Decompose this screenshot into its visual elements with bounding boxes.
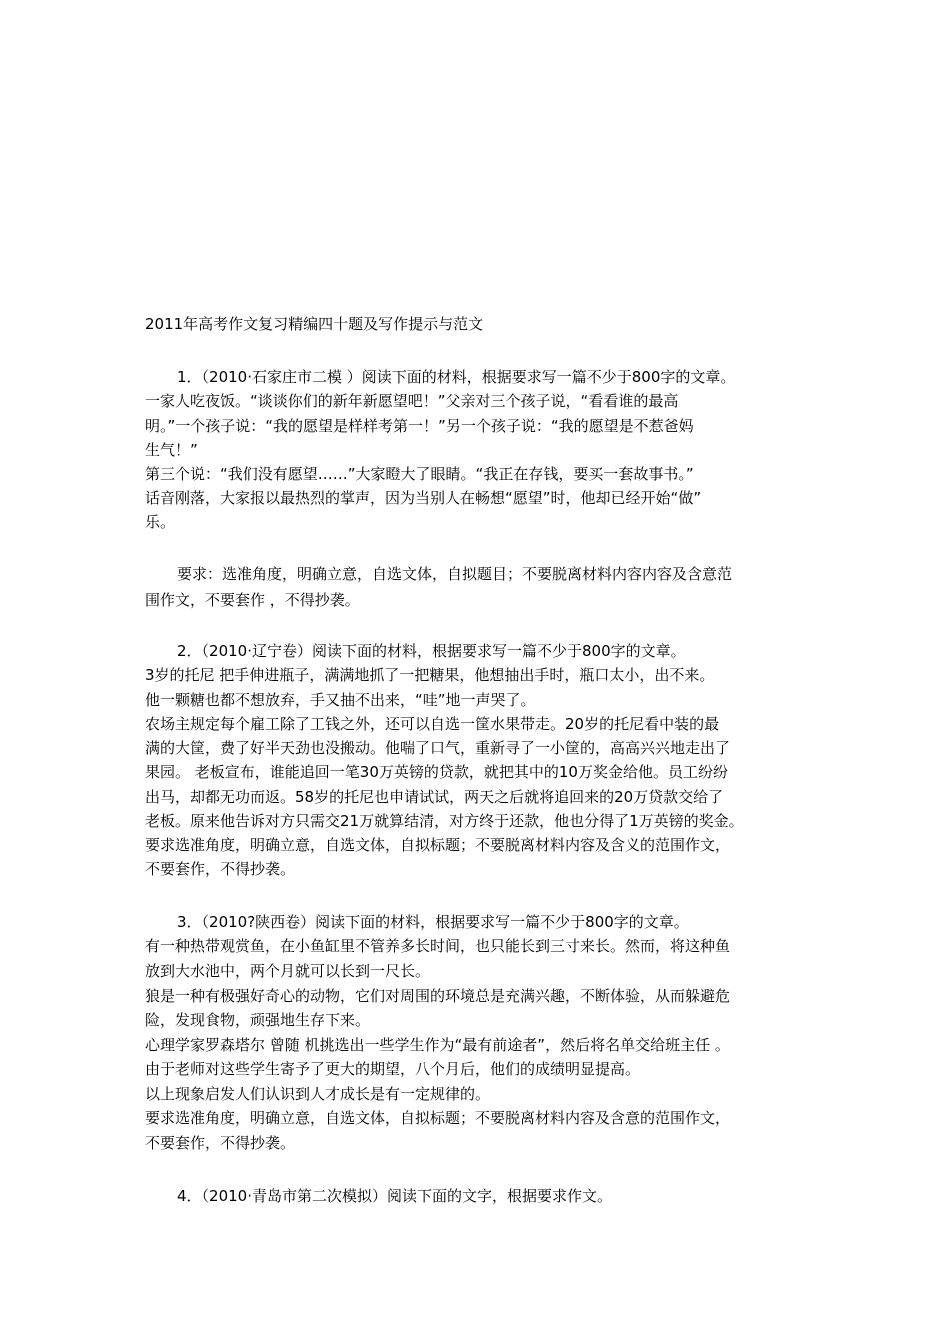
- q1-line: 乐。: [145, 513, 176, 531]
- q2-line: 3岁的托尼 把手伸进瓶子，满满地抓了一把糖果，他想抽出手时，瓶口太小，出不来。: [145, 666, 715, 684]
- q3-line: 心理学家罗森塔尔 曾随 机挑选出一些学生作为“最有前途者”，然后将名单交给班主任 。: [145, 1036, 730, 1054]
- q1-requirement: 要求：选准角度，明确立意，自选文体，自拟题目；不要脱离材料内容内容及含意范: [177, 565, 733, 583]
- q2-heading: 2．（2010·辽宁卷）阅读下面的材料，根据要求写一篇不少于800字的文章。: [177, 642, 686, 660]
- q4-heading: 4．（2010·青岛市第二次模拟）阅读下面的文字，根据要求作文。: [177, 1187, 612, 1205]
- q2-line: 满的大筐，费了好半天劲也没搬动。他喘了口气，重新寻了一小筐的，高高兴兴地走出了: [145, 739, 731, 757]
- q1-requirement-cont: 围作文，不要套作 ，不得抄袭。: [145, 591, 360, 609]
- q2-line: 不要套作，不得抄袭。: [145, 860, 296, 878]
- q1-line: 第三个说：“我们没有愿望……”大家瞪大了眼睛。“我正在存钱，要买一套故事书。”: [145, 465, 694, 483]
- q2-line: 他一颗糖也都不想放弃，手又抽不出来，“哇”地一声哭了。: [145, 691, 536, 709]
- q2-line: 老板。原来他告诉对方只需交21万就算结清，对方终于还款，他也分得了1万英镑的奖金。: [145, 812, 744, 830]
- q3-line: 以上现象启发人们认识到人才成长是有一定规律的。: [145, 1085, 491, 1103]
- q1-heading: 1．（2010·石家庄市二模 ）阅读下面的材料，根据要求写一篇不少于800字的文章。: [177, 368, 736, 386]
- q3-line: 由于老师对这些学生寄予了更大的期望，八个月后，他们的成绩明显提高。: [145, 1060, 641, 1078]
- q2-line: 果园。 老板宣布，谁能追回一笔30万英镑的贷款，就把其中的10万奖金给他。员工纷纷: [145, 763, 728, 781]
- q3-heading: 3．（2010?陕西卷）阅读下面的材料，根据要求写一篇不少于800字的文章。: [177, 913, 689, 931]
- q1-line: 一家人吃夜饭。“谈谈你们的新年新愿望吧！”父亲对三个孩子说，“看看谁的最高: [145, 392, 679, 410]
- q3-line: 有一种热带观赏鱼，在小鱼缸里不管养多长时间，也只能长到三寸来长。然而，将这种鱼: [145, 937, 731, 955]
- q2-line: 农场主规定每个雇工除了工钱之外，还可以自选一筐水果带走。20岁的托尼看中装的最: [145, 715, 720, 733]
- q2-line: 出马，却都无功而返。58岁的托尼也申请试试，两天之后就将追回来的20万贷款交给了: [145, 788, 724, 806]
- q1-line: 明。”一个孩子说：“我的愿望是样样考第一！”另一个孩子说：“我的愿望是不惹爸妈: [145, 417, 694, 435]
- q1-line: 话音刚落，大家报以最热烈的掌声，因为当别人在畅想“愿望”时，他却已经开始“做”: [145, 489, 702, 507]
- q3-line: 狼是一种有极强好奇心的动物，它们对周围的环境总是充满兴趣，不断体验，从而躲避危: [145, 987, 731, 1005]
- document-title: 2011年高考作文复习精编四十题及写作提示与范文: [145, 315, 484, 333]
- q3-line: 要求选准角度，明确立意，自选文体，自拟标题；不要脱离材料内容及含意的范围作文，: [145, 1109, 731, 1127]
- q3-line: 放到大水池中，两个月就可以长到一尺长。: [145, 962, 431, 980]
- q3-line: 险，发现食物，顽强地生存下来。: [145, 1011, 371, 1029]
- q3-line: 不要套作，不得抄袭。: [145, 1134, 296, 1152]
- q1-line: 生气！”: [145, 441, 198, 459]
- q2-line: 要求选准角度，明确立意，自选文体，自拟标题；不要脱离材料内容及含义的范围作文，: [145, 836, 731, 854]
